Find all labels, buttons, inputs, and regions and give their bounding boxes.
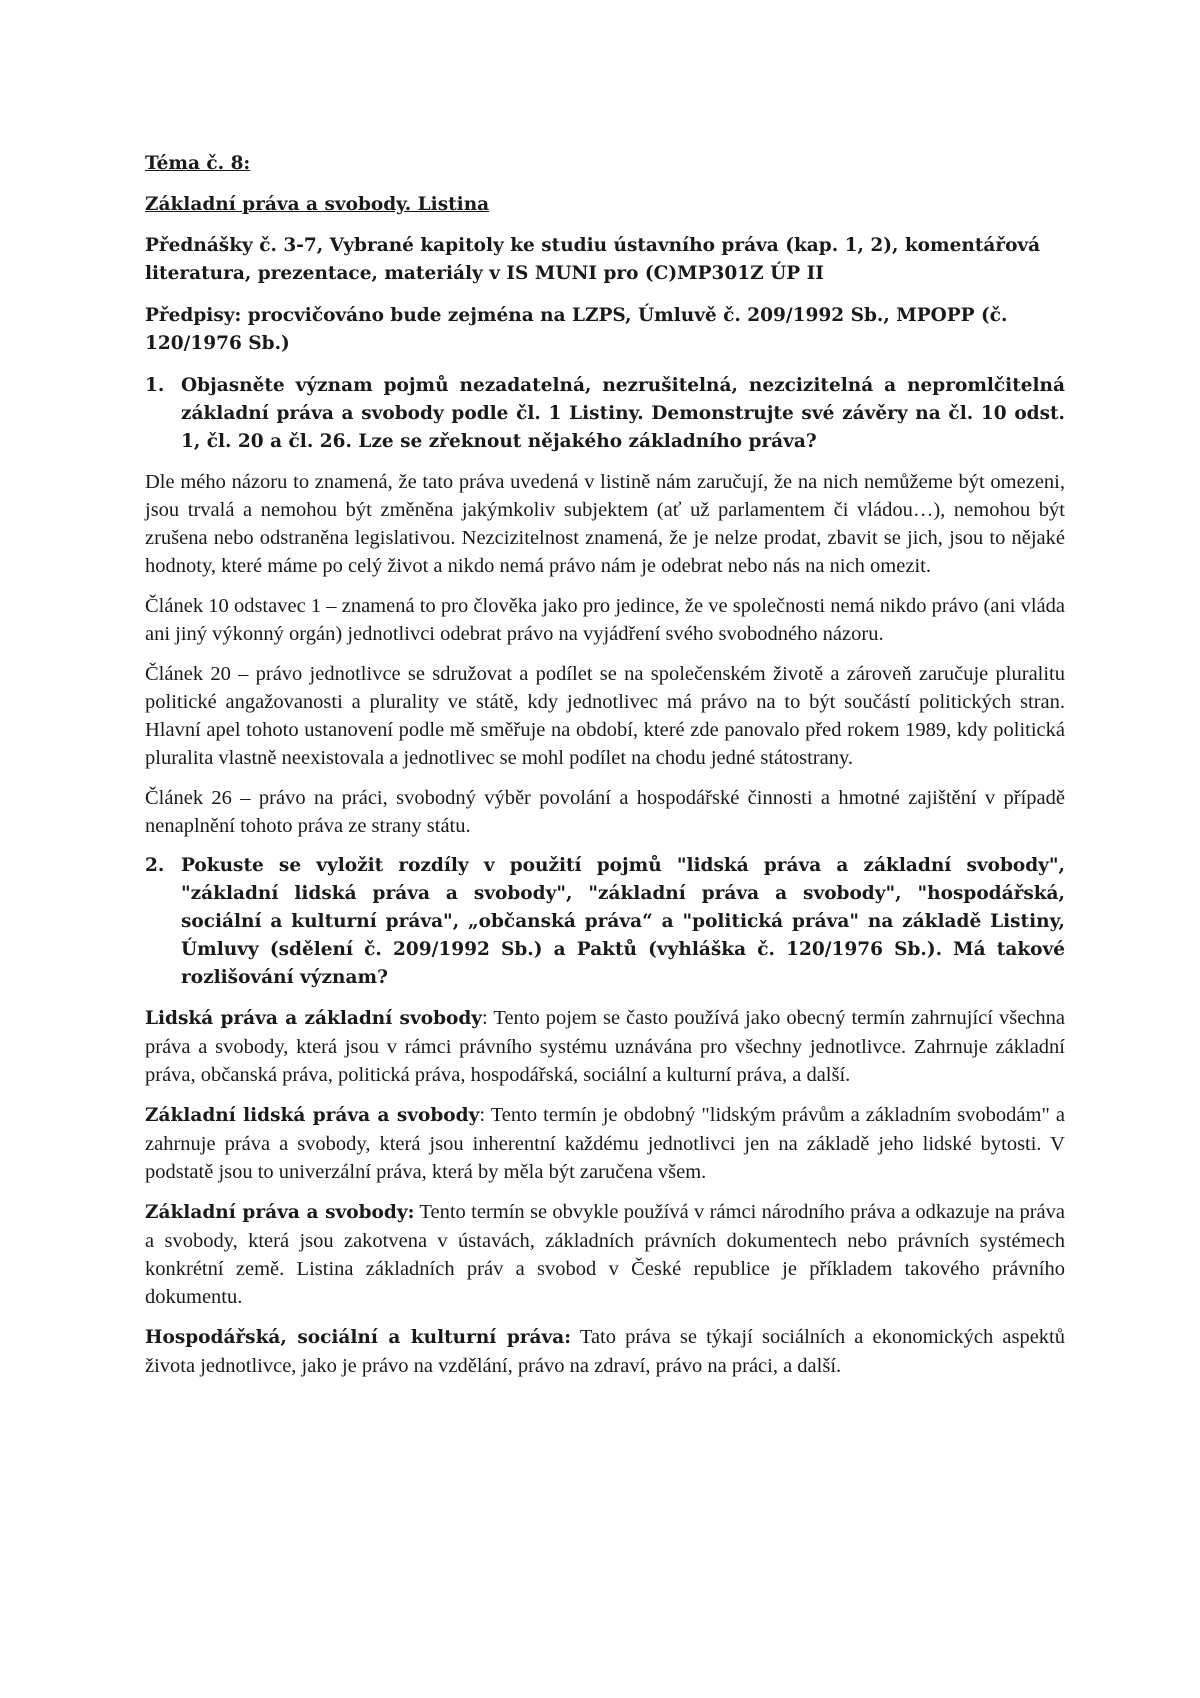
definition-term: Hospodářská, sociální a kulturní práva: [145,1327,572,1348]
definition-text: : Tento termín je obdobný "lidským právům a základním svobodám" a zahrnuje práva a svobody, která jsou inherentní každému jednotlivci jen na základě jeho lidské bytosti. V podstatě jsou to univerzální práva, která by měla být zaručena všem. [145,1104,1065,1183]
definition-text: Tento termín se obvykle používá v rámci národního práva a odkazuje na práva a svobody, která jsou zakotvena v ústavách, základních právních dokumentech nebo právních systémech konkrétní země. Listina základních práv a svobod v České republice je příkladem takového právního dokumentu. [145,1201,1065,1308]
definition-text: : Tento pojem se často používá jako obecný termín zahrnující všechna práva a svobody, která jsou v rámci právního systému uznávána pro všechny jednotlivce. Zahrnuje základní práva, občanská práva, politická práva, hospodářská, sociální a kulturní práva, a další. [145,1007,1065,1086]
question-2-number: 2. [145,855,165,876]
question-2-text: Pokuste se vyložit rozdíly v použití pojmů "lidská práva a základní svobody", "základní lidská práva a svobody", "základní práva a svobody", "hospodářská, sociální a kulturní práva", „občanská práva“ a "politická práva" na základě Listiny, Úmluvy (sdělení č. 209/1992 Sb.) a Paktů (vyhláška č. 120/1976 Sb.). Má takové rozlišování význam? [181,855,1065,988]
question-1-text: Objasněte význam pojmů nezadatelná, nezrušitelná, nezcizitelná a nepromlčitelná základní práva a svobody podle čl. 1 Listiny. Demonstrujte své závěry na čl. 10 odst. 1, čl. 20 a čl. 26. Lze se zřeknout nějakého základního práva? [181,375,1065,452]
definition-paragraph [145,1323,1065,1380]
definition-term: Základní lidská práva a svobody [145,1105,480,1126]
definition-paragraph [145,1004,1065,1089]
document-page [145,150,1065,1392]
topic-subtitle: Základní práva a svobody. Listina [145,194,490,215]
definition-term: Lidská práva a základní svobody [145,1008,483,1029]
definition-paragraph [145,1101,1065,1186]
definition-paragraph [145,1198,1065,1311]
answer-1-paragraph: Dle mého názoru to znamená, že tato práva uvedená v listině nám zaručují, že na nich nemůžeme být omezeni, jsou trvalá a nemohou být změněna jakýmkoliv subjektem (ať už parlamentem či vládou…), nemohou být zrušena nebo odstraněna legislativou. Nezcizitelnost znamená, že je nelze prodat, zbavit se jich, jsou to nějaké hodnoty, které máme po celý život a nikdo nemá právo nám je odebrat nebo nás na nich omezit. [145,471,1065,577]
definition-text: Tato práva se týkají sociálních a ekonomických aspektů života jednotlivce, jako je právo na vzdělání, právo na zdraví, právo na práci, a další. [145,1326,1065,1377]
answer-1-article-26: Článek 26 – právo na práci, svobodný výběr povolání a hospodářské činnosti a hmotné zajištění v případě nenaplnění tohoto práva ze strany státu. [145,787,1065,837]
question-2 [145,852,1065,992]
topic-heading: Téma č. 8: [145,153,251,174]
question-1-number: 1. [145,375,165,396]
lectures-reference: Přednášky č. 3-7, Vybrané kapitoly ke studiu ústavního práva (kap. 1, 2), komentářová literatura, prezentace, materiály v IS MUNI pro (C)MP301Z ÚP II [145,235,1041,284]
regulations-reference: Předpisy: procvičováno bude zejména na LZPS, Úmluvě č. 209/1992 Sb., MPOPP (č. 120/1976 Sb.) [145,305,1008,354]
definition-term: Základní práva a svobody: [145,1202,415,1223]
question-1 [145,372,1065,456]
answer-1-article-20: Článek 20 – právo jednotlivce se sdružovat a podílet se na společenském životě a zároveň zaručuje pluralitu politické angažovanosti a plurality ve státě, kdy jednotlivec má právo na to být součástí politických stran. Hlavní apel tohoto ustanovení podle mě směřuje na období, které zde panovalo před rokem 1989, kdy politická pluralita vlastně neexistovala a jednotlivec se mohl podílet na chodu jedné státostrany. [145,663,1065,769]
answer-1-article-10: Článek 10 odstavec 1 – znamená to pro člověka jako pro jedince, že ve společnosti nemá nikdo právo (ani vláda ani jiný výkonný orgán) jednotlivci odebrat právo na vyjádření svého svobodného názoru. [145,595,1065,645]
